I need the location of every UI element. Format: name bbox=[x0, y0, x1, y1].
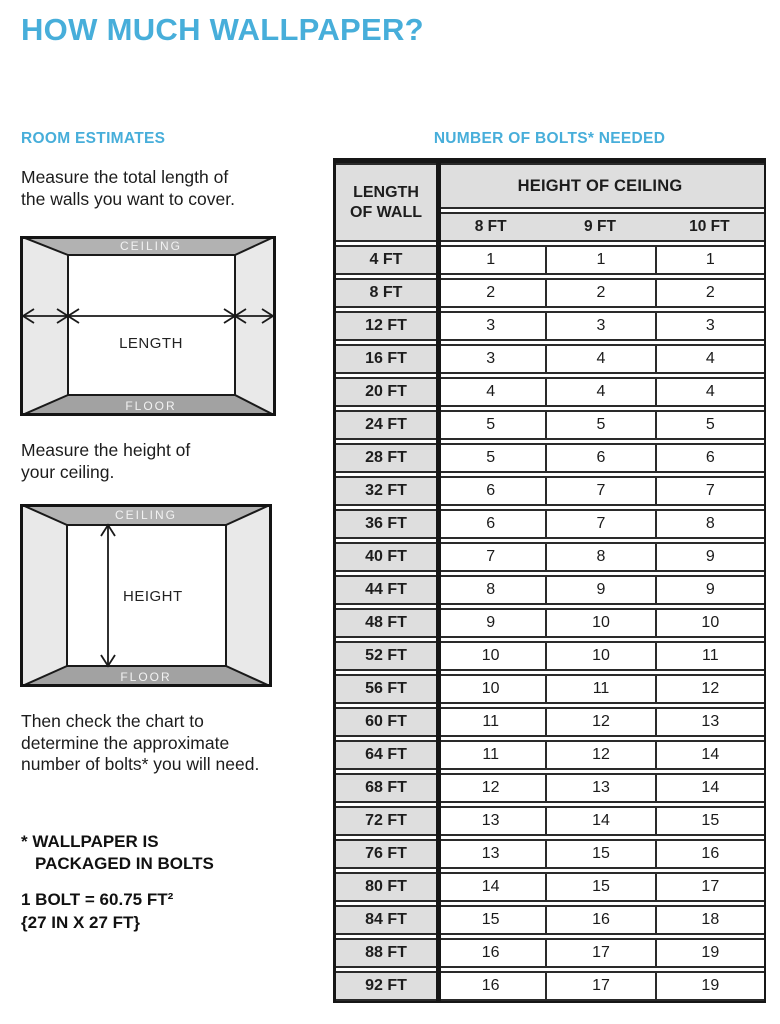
measure-height-line2: your ceiling. bbox=[21, 461, 115, 482]
bolts-value-cell: 13 bbox=[436, 839, 545, 869]
wall-length-cell: 4 FT bbox=[336, 245, 436, 275]
bolts-value-cell: 8 bbox=[436, 575, 545, 605]
bolts-value-cell: 1 bbox=[655, 245, 764, 275]
bolts-value-cell: 7 bbox=[436, 542, 545, 572]
table-row bbox=[336, 608, 764, 638]
bolts-value-cell: 6 bbox=[436, 509, 545, 539]
left-wall-face bbox=[20, 504, 67, 687]
table-row bbox=[336, 311, 764, 341]
table-row bbox=[336, 278, 764, 308]
table-row bbox=[336, 443, 764, 473]
table-row bbox=[336, 377, 764, 407]
bolts-value-cell: 11 bbox=[436, 707, 545, 737]
bolts-value-cell: 4 bbox=[545, 377, 654, 407]
table-row bbox=[336, 674, 764, 704]
bolts-value-cell: 1 bbox=[545, 245, 654, 275]
bolts-value-cell: 5 bbox=[545, 410, 654, 440]
right-wall-face bbox=[226, 504, 272, 687]
check-chart-line2: determine the approximate bbox=[21, 732, 230, 753]
table-row bbox=[336, 344, 764, 374]
wall-length-cell: 40 FT bbox=[336, 542, 436, 572]
bolts-table bbox=[333, 158, 766, 1003]
bolts-value-cell: 12 bbox=[545, 740, 654, 770]
table-thick-divider bbox=[436, 163, 441, 1001]
table-row bbox=[336, 740, 764, 770]
wall-length-header: LENGTH OF WALL bbox=[336, 163, 436, 242]
measure-length-line1: Measure the total length of bbox=[21, 167, 229, 187]
wall-length-cell: 84 FT bbox=[336, 905, 436, 935]
wall-length-cell: 20 FT bbox=[336, 377, 436, 407]
room-height-diagram bbox=[20, 504, 272, 687]
wall-length-cell: 64 FT bbox=[336, 740, 436, 770]
bolts-value-cell: 16 bbox=[436, 938, 545, 968]
floor-label: FLOOR bbox=[125, 399, 177, 413]
bolts-value-cell: 3 bbox=[436, 311, 545, 341]
bolts-value-cell: 2 bbox=[545, 278, 654, 308]
wall-length-cell: 24 FT bbox=[336, 410, 436, 440]
bolts-table-body bbox=[336, 245, 764, 1001]
bolts-value-cell: 15 bbox=[545, 872, 654, 902]
measure-length-line2: the walls you want to cover. bbox=[21, 188, 235, 209]
bolts-value-cell: 9 bbox=[545, 575, 654, 605]
left-wall-face bbox=[20, 236, 68, 416]
check-chart-text bbox=[21, 711, 259, 776]
bolts-value-cell: 10 bbox=[655, 608, 764, 638]
bolts-value-cell: 13 bbox=[655, 707, 764, 737]
measure-length-text bbox=[21, 167, 235, 210]
wall-length-cell: 36 FT bbox=[336, 509, 436, 539]
bolts-value-cell: 12 bbox=[655, 674, 764, 704]
bolts-value-cell: 16 bbox=[545, 905, 654, 935]
ceiling-8ft-header: 8 FT bbox=[436, 212, 545, 242]
wall-length-cell: 60 FT bbox=[336, 707, 436, 737]
height-label: HEIGHT bbox=[123, 588, 183, 605]
table-row bbox=[336, 971, 764, 1001]
bolts-value-cell: 10 bbox=[436, 674, 545, 704]
table-row bbox=[336, 773, 764, 803]
bolts-value-cell: 13 bbox=[436, 806, 545, 836]
wall-length-cell: 56 FT bbox=[336, 674, 436, 704]
ceiling-label: CEILING bbox=[119, 239, 183, 253]
bolts-value-cell: 12 bbox=[436, 773, 545, 803]
table-row bbox=[336, 839, 764, 869]
bolts-value-cell: 5 bbox=[655, 410, 764, 440]
wall-length-cell: 92 FT bbox=[336, 971, 436, 1001]
room-estimates-heading: ROOM ESTIMATES bbox=[21, 130, 166, 147]
wall-length-cell: 76 FT bbox=[336, 839, 436, 869]
wall-length-cell: 88 FT bbox=[336, 938, 436, 968]
table-row bbox=[336, 476, 764, 506]
table-row bbox=[336, 872, 764, 902]
ceiling-label: CEILING bbox=[114, 508, 178, 522]
bolts-value-cell: 13 bbox=[545, 773, 654, 803]
bolts-value-cell: 11 bbox=[655, 641, 764, 671]
bolts-value-cell: 6 bbox=[655, 443, 764, 473]
wall-length-cell: 16 FT bbox=[336, 344, 436, 374]
measure-height-text bbox=[21, 440, 190, 483]
bolts-needed-heading: NUMBER OF BOLTS* NEEDED bbox=[433, 130, 666, 147]
bolts-value-cell: 7 bbox=[545, 476, 654, 506]
bolts-value-cell: 6 bbox=[545, 443, 654, 473]
bolts-value-cell: 17 bbox=[545, 971, 654, 1001]
wall-length-cell: 72 FT bbox=[336, 806, 436, 836]
bolts-value-cell: 7 bbox=[545, 509, 654, 539]
bolts-value-cell: 15 bbox=[436, 905, 545, 935]
bolt-size-line2: {27 IN X 27 FT} bbox=[21, 913, 141, 932]
bolts-value-cell: 8 bbox=[655, 509, 764, 539]
bolts-value-cell: 1 bbox=[436, 245, 545, 275]
back-wall-face bbox=[68, 255, 235, 395]
bolts-value-cell: 12 bbox=[545, 707, 654, 737]
length-label: LENGTH bbox=[119, 335, 183, 352]
bolts-value-cell: 4 bbox=[655, 344, 764, 374]
bolts-value-cell: 19 bbox=[655, 971, 764, 1001]
bolt-size-line1: 1 BOLT = 60.75 FT² bbox=[21, 890, 174, 909]
bolts-value-cell: 7 bbox=[655, 476, 764, 506]
wall-length-cell: 48 FT bbox=[336, 608, 436, 638]
bolts-value-cell: 4 bbox=[545, 344, 654, 374]
wall-length-cell: 68 FT bbox=[336, 773, 436, 803]
bolts-value-cell: 10 bbox=[545, 641, 654, 671]
table-row bbox=[336, 641, 764, 671]
room-length-diagram bbox=[20, 236, 276, 416]
bolts-value-cell: 9 bbox=[655, 575, 764, 605]
bolts-value-cell: 16 bbox=[655, 839, 764, 869]
bolts-footnote-line2: PACKAGED IN BOLTS bbox=[35, 854, 214, 873]
bolts-value-cell: 2 bbox=[655, 278, 764, 308]
ceiling-height-header: HEIGHT OF CEILING bbox=[436, 163, 764, 209]
right-wall-face bbox=[235, 236, 276, 416]
bolts-value-cell: 8 bbox=[545, 542, 654, 572]
table-row bbox=[336, 245, 764, 275]
bolts-value-cell: 3 bbox=[655, 311, 764, 341]
bolts-value-cell: 14 bbox=[655, 740, 764, 770]
floor-label: FLOOR bbox=[120, 670, 172, 684]
ceiling-9ft-header: 9 FT bbox=[545, 212, 654, 242]
bolts-value-cell: 14 bbox=[655, 773, 764, 803]
bolts-value-cell: 18 bbox=[655, 905, 764, 935]
bolts-value-cell: 17 bbox=[545, 938, 654, 968]
bolts-value-cell: 3 bbox=[545, 311, 654, 341]
bolts-value-cell: 4 bbox=[436, 377, 545, 407]
wall-length-cell: 12 FT bbox=[336, 311, 436, 341]
bolts-value-cell: 17 bbox=[655, 872, 764, 902]
bolt-size-footnote bbox=[21, 888, 173, 934]
table-row bbox=[336, 509, 764, 539]
bolts-value-cell: 19 bbox=[655, 938, 764, 968]
wall-length-cell: 8 FT bbox=[336, 278, 436, 308]
bolts-value-cell: 3 bbox=[436, 344, 545, 374]
wall-length-cell: 28 FT bbox=[336, 443, 436, 473]
table-row bbox=[336, 905, 764, 935]
bolts-value-cell: 10 bbox=[436, 641, 545, 671]
table-row bbox=[336, 938, 764, 968]
bolts-footnote-line1: * WALLPAPER IS bbox=[21, 832, 159, 851]
ceiling-10ft-header: 10 FT bbox=[655, 212, 764, 242]
page-title: HOW MUCH WALLPAPER? bbox=[21, 12, 424, 47]
table-row bbox=[336, 707, 764, 737]
wall-length-cell: 80 FT bbox=[336, 872, 436, 902]
bolts-value-cell: 11 bbox=[436, 740, 545, 770]
bolts-value-cell: 4 bbox=[655, 377, 764, 407]
bolts-value-cell: 2 bbox=[436, 278, 545, 308]
check-chart-line3: number of bolts* you will need. bbox=[21, 754, 260, 774]
bolts-value-cell: 9 bbox=[436, 608, 545, 638]
table-row bbox=[336, 575, 764, 605]
bolts-value-cell: 6 bbox=[436, 476, 545, 506]
bolts-value-cell: 16 bbox=[436, 971, 545, 1001]
table-row bbox=[336, 806, 764, 836]
bolts-value-cell: 5 bbox=[436, 410, 545, 440]
table-header-row bbox=[336, 163, 764, 209]
wallpaper-bolts-footnote bbox=[21, 831, 214, 875]
wall-length-cell: 52 FT bbox=[336, 641, 436, 671]
bolts-value-cell: 9 bbox=[655, 542, 764, 572]
table-row bbox=[336, 410, 764, 440]
wall-length-cell: 44 FT bbox=[336, 575, 436, 605]
bolts-value-cell: 10 bbox=[545, 608, 654, 638]
bolts-value-cell: 14 bbox=[436, 872, 545, 902]
bolts-value-cell: 5 bbox=[436, 443, 545, 473]
bolts-value-cell: 15 bbox=[545, 839, 654, 869]
table-row bbox=[336, 542, 764, 572]
measure-height-line1: Measure the height of bbox=[21, 440, 191, 460]
wall-length-cell: 32 FT bbox=[336, 476, 436, 506]
check-chart-line1: Then check the chart to bbox=[21, 711, 204, 731]
bolts-value-cell: 11 bbox=[545, 674, 654, 704]
bolts-value-cell: 15 bbox=[655, 806, 764, 836]
bolts-value-cell: 14 bbox=[545, 806, 654, 836]
